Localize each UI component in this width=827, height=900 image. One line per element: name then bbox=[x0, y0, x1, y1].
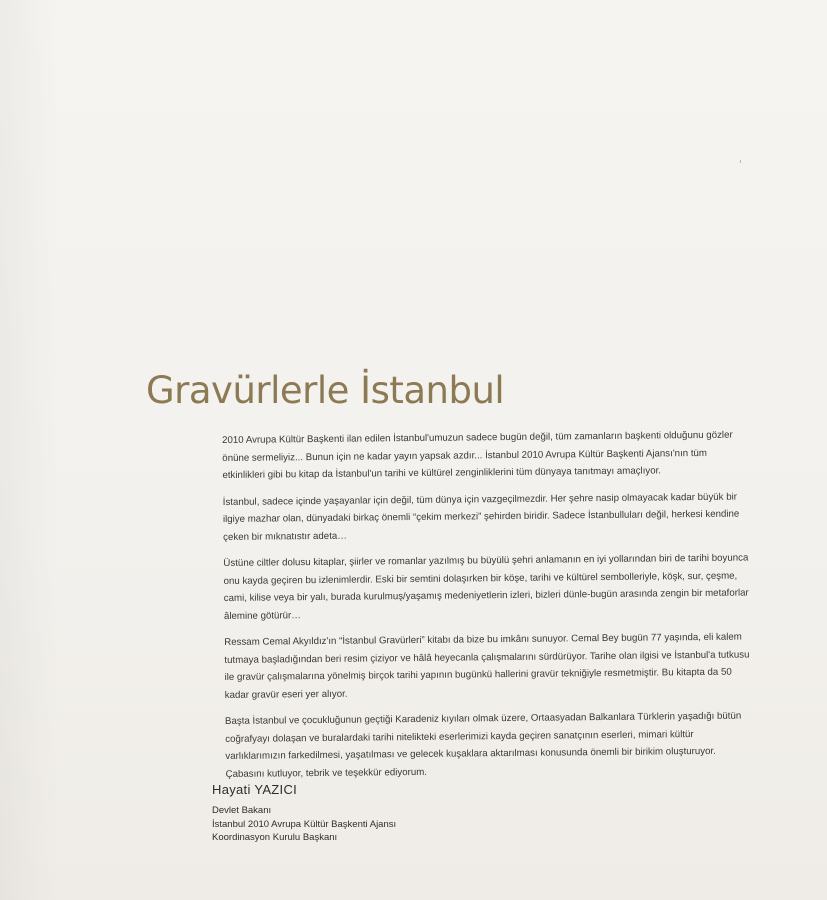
paper-mark bbox=[740, 160, 741, 163]
paragraph-4: Ressam Cemal Akyıldız'ın “İstanbul Gravürleri” kitabı da bize bu imkânı sunuyor. Cemal Bey bugün 77 yaşında, eli kalem tutmaya başladığından beri resim çiziyor ve hâlâ heyecanla çalışmalarını sürdürüyor. Tarihe olan ilgisi ve İstanbul'a tutkusu ile gravür çalışmalarına yönelmiş birçok tarihi yapının bugünkü hallerini gravür tekniğiyle resmetmiştir. Bu kitapta da 50 kadar gravür eseri yer alıyor. bbox=[224, 631, 750, 701]
paragraph-2: İstanbul, sadece içinde yaşayanlar için değil, tüm dünya için vazgeçilmezdir. Her şehre nasip olmayacak kadar büyük bir ilgiye mazhar olan, dünyadaki birkaç önemli “çekim merkezi” şehirden biridir. Sadece İstanbulluları değil, herkesi kendine çeken bir mıknatıstır adeta… bbox=[222, 491, 740, 543]
signatory-name: Hayati YAZICI bbox=[212, 782, 298, 797]
signatory-role: Devlet Bakanı bbox=[212, 805, 272, 816]
foreword-text bbox=[222, 426, 754, 792]
paragraph-5: Başta İstanbul ve çocukluğunun geçtiği Karadeniz kıyıları olmak üzere, Ortaasyadan Balkanlara Türklerin yaşadığı bütün coğrafyayı dolaşan ve buralardaki tarihi nitelikteki eserlerimizi kayda geçiren sanatçının eserleri, mimari kültür varlıklarımızın farkedilmesi, yaşatılması ve gelecek kuşaklara aktarılması konusunda önemli bir birikim oluşturuyor. Çabasını kutluyor, tebrik ve teşekkür ediyorum. bbox=[224, 710, 742, 780]
signature-block bbox=[212, 782, 396, 845]
signatory-position: Koordinasyon Kurulu Başkanı bbox=[212, 832, 338, 843]
paragraph-1: 2010 Avrupa Kültür Başkenti ilan edilen İstanbul'umuzun sadece bugün değil, tüm zamanların başkenti olduğunu gözler önüne sermeliyiz... Bunun için ne kadar yayın yapsak azdır... İstanbul 2010 Avrupa Kültür Başkenti Ajansı'nın tüm etkinlikleri gibi bu kitap da İstanbul'un tarihi ve kültürel zenginliklerini tüm dünyaya tanıtmayı amaçlıyor. bbox=[222, 429, 733, 481]
page-title: Gravürlerle İstanbul bbox=[146, 369, 505, 412]
signatory-organization: İstanbul 2010 Avrupa Kültür Başkenti Ajansı bbox=[212, 818, 397, 830]
page-gutter-shadow bbox=[0, 0, 60, 900]
paragraph-3: Üstüne ciltler dolusu kitaplar, şiirler ve romanlar yazılmış bu büyülü şehri anlamanın en iyi yollarından biri de tarihi boyunca onu kayda geçiren bu izlenimlerdir. Eski bir semtini dolaşırken bir köşe, tarihi ve kültürel sembolleriyle, köşk, sur, çeşme, cami, kilise veya bir yalı, burada kurulmuş/yaşamış medeniyetlerin izleri, bizleri dünle-bugün arasında zengin bir metaforlar âlemine götürür… bbox=[223, 552, 749, 622]
